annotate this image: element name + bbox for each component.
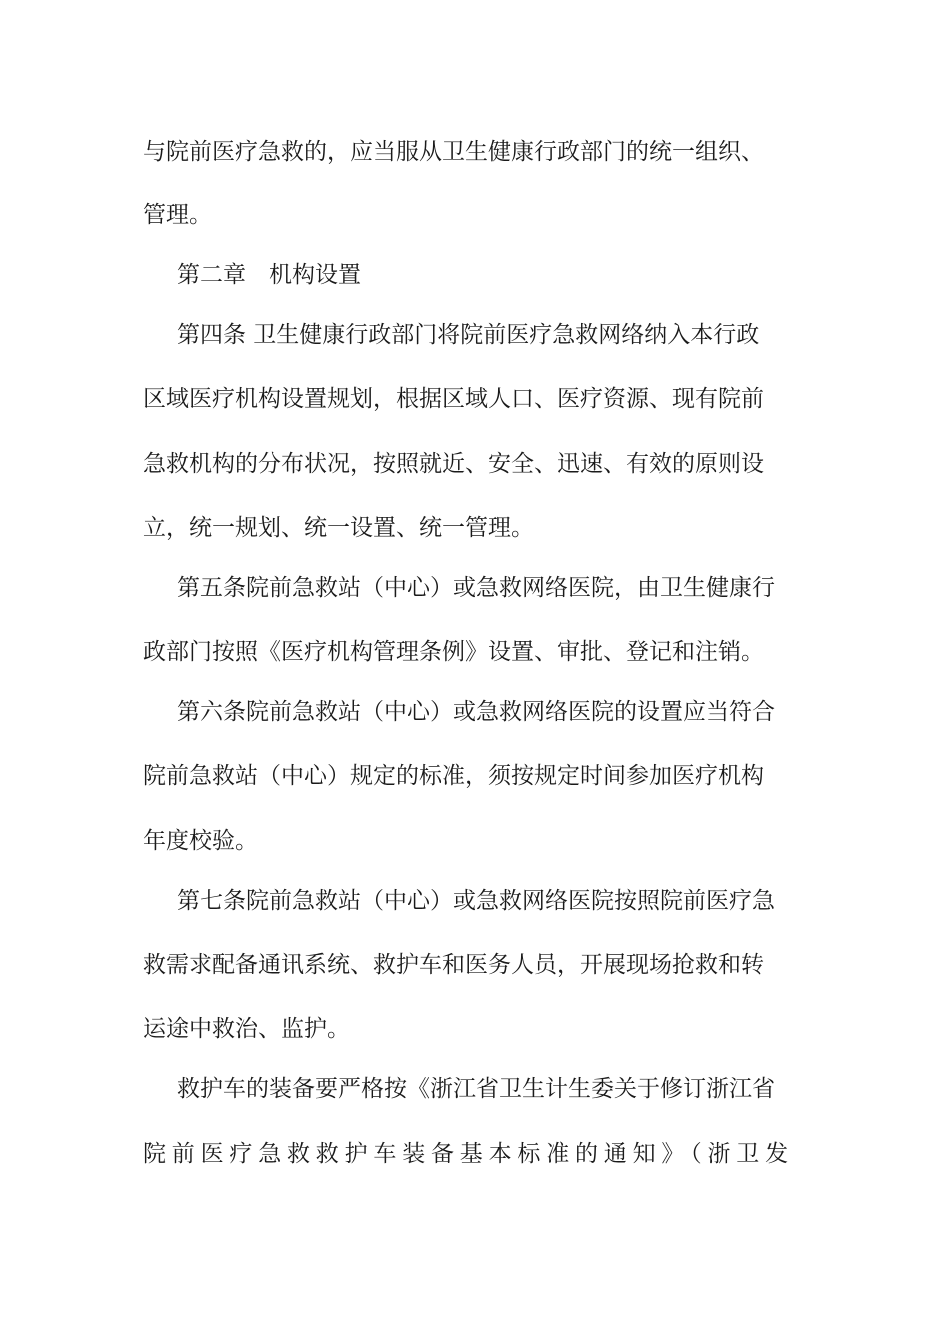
article-7-line: 第七条院前急救站（中心）或急救网络医院按照院前医疗急 bbox=[177, 888, 775, 914]
article-6-line: 第六条院前急救站（中心）或急救网络医院的设置应当符合 bbox=[177, 699, 775, 725]
text-line: 院前医疗急救救护车装备基本标准的通知》（浙卫发 bbox=[143, 1141, 794, 1167]
text-line: 年度校验。 bbox=[143, 828, 258, 854]
text-line: 运途中救治、监护。 bbox=[143, 1016, 350, 1042]
text-line: 院前急救站（中心）规定的标准，须按规定时间参加医疗机构 bbox=[143, 763, 764, 789]
text-line: 急救机构的分布状况，按照就近、安全、迅速、有效的原则设 bbox=[143, 451, 764, 477]
paragraph-line: 救护车的装备要严格按《浙江省卫生计生委关于修订浙江省 bbox=[177, 1076, 775, 1102]
text-line: 区域医疗机构设置规划，根据区域人口、医疗资源、现有院前 bbox=[143, 386, 764, 412]
text-line: 救需求配备通讯系统、救护车和医务人员，开展现场抢救和转 bbox=[143, 952, 764, 978]
text-line: 管理。 bbox=[143, 202, 212, 228]
article-5-line: 第五条院前急救站（中心）或急救网络医院，由卫生健康行 bbox=[177, 575, 775, 601]
article-4-line: 第四条 卫生健康行政部门将院前医疗急救网络纳入本行政 bbox=[177, 322, 760, 348]
text-line: 立，统一规划、统一设置、统一管理。 bbox=[143, 515, 534, 541]
text-line: 政部门按照《医疗机构管理条例》设置、审批、登记和注销。 bbox=[143, 639, 764, 665]
chapter-heading: 第二章 机构设置 bbox=[177, 262, 361, 288]
text-line: 与院前医疗急救的，应当服从卫生健康行政部门的统一组织、 bbox=[143, 139, 764, 165]
